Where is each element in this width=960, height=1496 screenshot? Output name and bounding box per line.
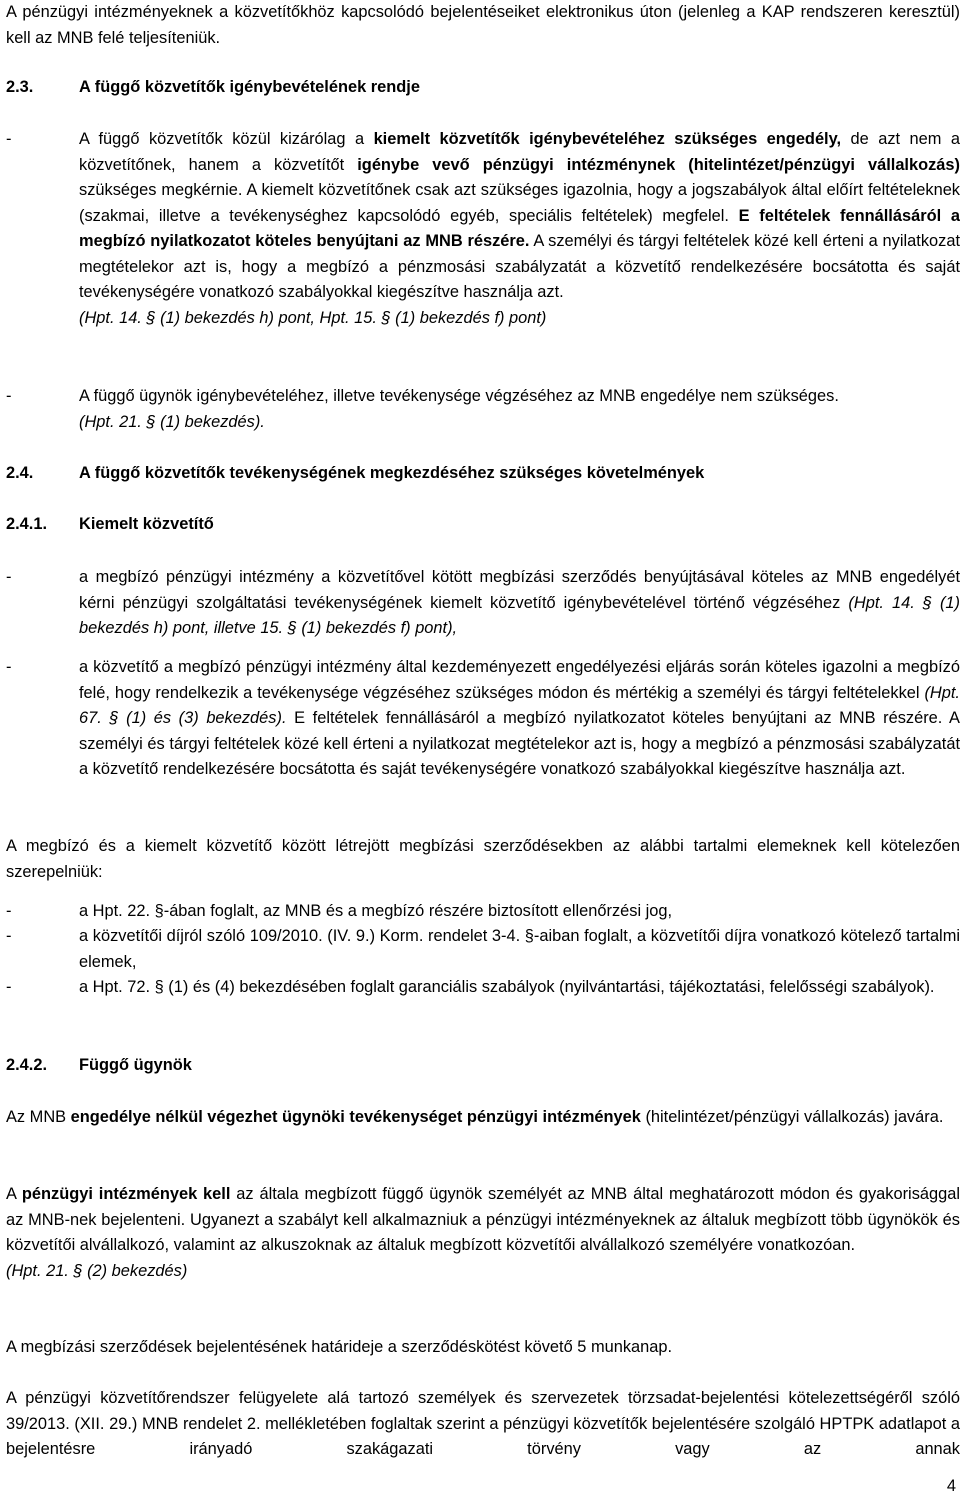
text: A személyi és tárgyi feltételek közé kell érteni a nyilatkozat megtételekor azt is, hogy a megbízó a pénzmosási szabályzatát a közvetítő rendelkezésére bocsátotta és saját tevékenységére vonatkozó szabályokkal kiegészítve használja azt. bbox=[79, 232, 960, 301]
citation: (Hpt. 67. § (1) és (3) bekezdés). bbox=[79, 683, 960, 727]
text: Az MNB bbox=[6, 1108, 71, 1126]
bullet-dash: - bbox=[6, 658, 12, 676]
agent-paragraph bbox=[6, 1105, 960, 1131]
bullet-dash: - bbox=[6, 568, 12, 586]
bullet-dash: - bbox=[6, 130, 12, 148]
section-title-2-4: A függő közvetítők tevékenységének megkezdéséhez szükséges követelmények bbox=[79, 464, 705, 482]
text: A bbox=[6, 1185, 22, 1203]
text: E feltételek fennállásáról a megbízó nyilatkozatot köteles benyújtani az MNB részére. A személyi és tárgyi feltételek közé kell érteni a nyilatkozat megtételekor azt is, hogy a megbízó a pénzmosási szabályzatát a közvetítő rendelkezésére bocsátotta és saját tevékenységére vonatkozó szabályokkal kiegészítve használja azt. bbox=[79, 709, 960, 778]
list-item: a Hpt. 72. § (1) és (4) bekezdésében foglalt garanciális szabályok (nyilvántartási, tájékoztatási, felelősségi szabályok). bbox=[79, 978, 935, 996]
citation: (Hpt. 14. § (1) bekezdés h) pont, Hpt. 15. § (1) bekezdés f) pont) bbox=[79, 308, 547, 327]
text: szükséges megkérnie. A kiemelt közvetítőnek csak azt szükséges igazolnia, hogy a jogszabályok által előírt feltételeknek (szakmai, illetve a tevékenységhez kapcsolódó egyéb, speciális feltételek) megfelel. bbox=[79, 181, 960, 225]
list-item: a közvetítői díjról szóló 109/2010. (IV. 9.) Korm. rendelet 3-4. §-aiban foglalt, a közvetítői díjra vonatkozó kötelező tartalmi elemek, bbox=[79, 927, 960, 971]
text: (hitelintézet/pénzügyi vállalkozás) javára. bbox=[640, 1108, 944, 1126]
section-title-2-4-2: Függő ügynök bbox=[79, 1056, 192, 1074]
section-number-2-4-2: 2.4.2. bbox=[6, 1056, 48, 1074]
text: de azt nem a közvetítőnek, hanem a közvetítőt bbox=[79, 130, 960, 174]
list-item: a Hpt. 22. §-ában foglalt, az MNB és a megbízó részére biztosított ellenőrzési jog, bbox=[79, 902, 673, 920]
bold-text: pénzügyi intézmények kell bbox=[21, 1185, 231, 1203]
bold-text: engedélye nélkül végezhet ügynöki tevékenységet pénzügyi intézmények bbox=[70, 1108, 641, 1126]
citation: (Hpt. 14. § (1) bekezdés h) pont, illetve 15. § (1) bekezdés f) pont), bbox=[79, 593, 960, 637]
bold-text: igénybe vevő pénzügyi intézménynek (hitelintézet/pénzügyi vállalkozás) bbox=[357, 155, 960, 174]
last-paragraph: A pénzügyi közvetítőrendszer felügyelete alá tartozó személyek és szervezetek törzsadat-bejelentési kötelezettségéről szóló 39/2013. (XII. 29.) MNB rendelet 2. mellékletében foglaltak szerint a pénzügyi közvetítők bejelentésére szolgáló HPTPK adatlapot a bejelentésre irányadó szakágazati törvény vagy az annak bbox=[6, 1389, 960, 1458]
text: A függő ügynök igénybevételéhez, illetve tevékenysége végzéséhez az MNB engedélye nem szükséges. bbox=[79, 387, 839, 405]
text: az általa megbízott függő ügynök személyét az MNB által meghatározott módon és gyakorisággal az MNB-nek bejelenteni. Ugyanezt a szabályt kell alkalmazniuk a pénzügyi intézményeknek az általuk megbízott több ügynökök és közvetítői alvállalkozó, valamint az alkuszoknak az általuk megbízott közvetítői alvállalkozó személyére vonatkozóan. bbox=[6, 1185, 960, 1254]
page-number: 4 bbox=[946, 1477, 956, 1495]
report-paragraph bbox=[6, 1182, 960, 1284]
section-title-2-4-1: Kiemelt közvetítő bbox=[79, 515, 214, 533]
deadline-paragraph: A megbízási szerződések bejelentésének határideje a szerződéskötést követő 5 munkanap. bbox=[6, 1338, 673, 1356]
bold-text: E feltételek fennállásáról a megbízó nyilatkozatot köteles benyújtani az MNB részére. bbox=[79, 206, 960, 250]
bullet-fuggo-ugynok-engedely bbox=[79, 384, 960, 435]
section-title-2-3: A függő közvetítők igénybevételének rendje bbox=[79, 78, 420, 96]
section-number-2-3: 2.3. bbox=[6, 78, 34, 96]
bullet-dash: - bbox=[6, 387, 12, 405]
citation: (Hpt. 21. § (2) bekezdés) bbox=[6, 1261, 188, 1280]
bullet-kozvetito-igazolas bbox=[79, 655, 960, 783]
section-number-2-4-1: 2.4.1. bbox=[6, 515, 48, 533]
bold-text: kiemelt közvetítők igénybevételéhez szükséges engedély, bbox=[373, 130, 842, 148]
contract-paragraph: A megbízó és a kiemelt közvetítő között létrejött megbízási szerződésekben az alábbi tartalmi elemeknek kell kötelezően szerepelniük: bbox=[6, 837, 960, 881]
section-number-2-4: 2.4. bbox=[6, 464, 34, 482]
list-dash: - bbox=[6, 927, 12, 945]
bullet-megbizo-engedely bbox=[79, 565, 960, 642]
intro-paragraph: A pénzügyi intézményeknek a közvetítőkhöz kapcsolódó bejelentéseiket elektronikus úton (jelenleg a KAP rendszeren keresztül) kell az MNB felé teljesíteniük. bbox=[6, 3, 960, 47]
list-dash: - bbox=[6, 902, 12, 920]
text: A függő közvetítők közül kizárólag a bbox=[79, 130, 374, 148]
text: a megbízó pénzügyi intézmény a közvetítővel kötött megbízási szerződés benyújtásával köteles az MNB engedélyét kérni pénzügyi szolgáltatási tevékenységének kiemelt közvetítő igénybevételével történő végzéséhez bbox=[79, 568, 960, 612]
citation: (Hpt. 21. § (1) bekezdés). bbox=[79, 412, 265, 431]
list-dash: - bbox=[6, 978, 12, 996]
bullet-kiemelt-engedely bbox=[79, 127, 960, 331]
text: a közvetítő a megbízó pénzügyi intézmény által kezdeményezett engedélyezési eljárás során köteles igazolni a megbízó felé, hogy rendelkezik a tevékenysége végzéséhez szükséges módon és mértékig a személyi és tárgyi feltételekkel bbox=[79, 658, 960, 702]
